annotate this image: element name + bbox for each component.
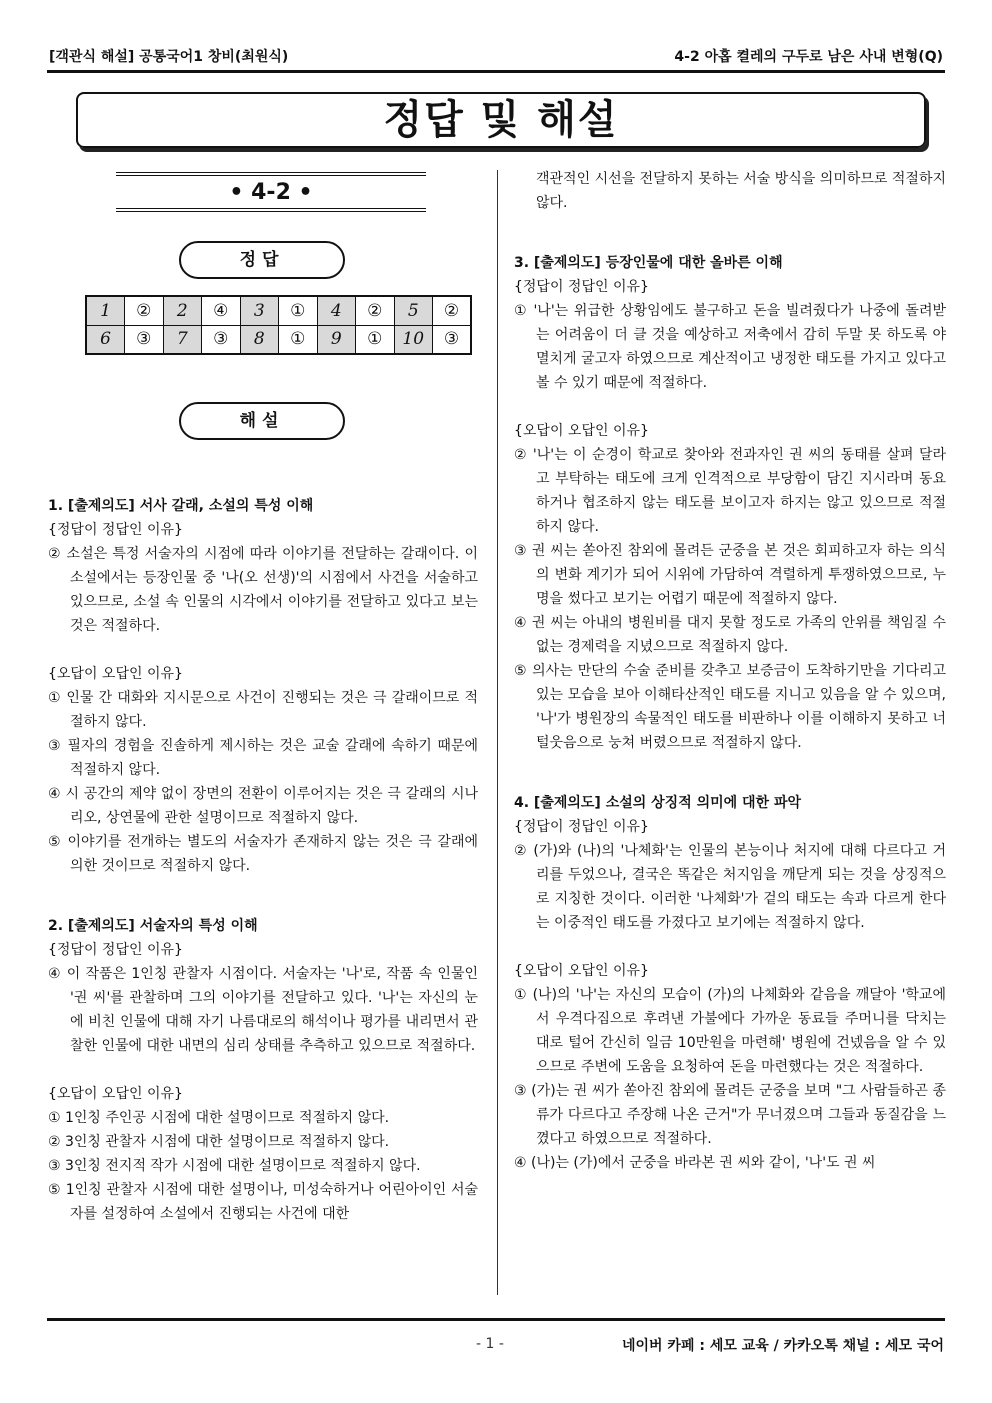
question-number: 10 <box>394 325 433 354</box>
q1-correct-explanation: ② 소설은 특정 서술자의 시점에 따라 이야기를 전달하는 갈래이다. 이 소설에서는 등장인물 중 '나(오 선생)'의 시점에서 사건을 서술하고 있으므로, 소설 속 인물의 시각에서 이야기를 전달하고 있다고 보는 것은 적절하다. <box>48 546 478 634</box>
question-number: 2 <box>163 296 202 325</box>
question-number: 6 <box>86 325 125 354</box>
q4-heading: 4. [출제의도] 소설의 상징적 의미에 대한 파악 <box>514 795 802 811</box>
q3-wrong-4: ⑤ 의사는 만단의 수술 준비를 갖추고 보증금이 도착하기만을 기다리고 있는 모습을 보아 이해타산적인 태도를 지니고 있음을 알 수 있으며, '나'가 병원장의 속물적인 태도를 비판하나 이를 이해하지 못하고 너털웃음으로 눙쳐 버렸으므로 적절하지 않다. <box>514 663 946 751</box>
q2-wrong-3: ③ 3인칭 전지적 작가 시점에 대한 설명이므로 적절하지 않다. <box>48 1158 421 1174</box>
question-number: 7 <box>163 325 202 354</box>
page-title: 정답 및 해설 <box>383 97 619 143</box>
answer-choice: ② <box>125 296 164 325</box>
page-header <box>47 42 945 70</box>
unit-rule-top <box>116 172 426 176</box>
q3-wrong-3: ④ 권 씨는 아내의 병원비를 대지 못할 정도로 가족의 안위를 책임질 수 없는 경제력을 지녔으므로 적절하지 않다. <box>514 615 946 655</box>
q1-wrong-1: ① 인물 간 대화와 지시문으로 사건이 진행되는 것은 극 갈래이므로 적절하지 않다. <box>48 690 478 730</box>
q4-wrong-1: ① (나)의 '나'는 자신의 모습이 (가)의 나체화와 같음을 깨달아 '학교에서 우격다짐으로 후려낸 가불에다 가까운 동료들 주머니를 닥치는 대로 털어 간신히 일금 10만원을 마련해' 병원에 건넸음을 알 수 있으므로 주변에 도움을 요청하여 돈을 마련했다는 것은 적절하다. <box>514 987 946 1075</box>
answer-table <box>85 295 472 355</box>
answer-section-label: 정답 <box>179 241 345 279</box>
q4-wrong-3: ④ (나)는 (가)에서 군중을 바라본 권 씨와 같이, '나'도 권 씨 <box>514 1155 876 1171</box>
q2-wrong-1: ① 1인칭 주인공 시점에 대한 설명이므로 적절하지 않다. <box>48 1110 390 1126</box>
right-column <box>514 167 946 1175</box>
answer-choice: ① <box>279 296 318 325</box>
explanation-section-label: 해설 <box>179 402 345 440</box>
q3-wrong-2: ③ 권 씨는 쏟아진 참외에 몰려든 군중을 본 것은 회피하고자 하는 의식의 변화 계기가 되어 시위에 가담하여 격렬하게 투쟁하였으므로, 누명을 썼다고 보기는 어렵기 때문에 적절하지 않다. <box>514 543 946 607</box>
question-number: 9 <box>317 325 356 354</box>
q4-correct-explanation: ② (가)와 (나)의 '나체화'는 인물의 본능이나 처지에 대해 다르다고 거리를 두었으나, 결국은 똑같은 처지임을 깨닫게 되는 것을 상징적으로 지칭한 것이다. 이러한 '나체화'가 겉의 태도는 속과 다르게 한다는 이중적인 태도를 가졌다고 보기에는 적절하지 않다. <box>514 843 946 931</box>
footer-divider <box>47 1318 945 1321</box>
page-number: - 1 - <box>476 1336 504 1352</box>
q1-wrong-4: ⑤ 이야기를 전개하는 별도의 서술자가 존재하지 않는 것은 극 갈래에 의한 것이므로 적절하지 않다. <box>48 834 478 874</box>
answer-choice: ③ <box>202 325 241 354</box>
q1-heading: 1. [출제의도] 서사 갈래, 소설의 특성 이해 <box>48 498 314 514</box>
q2-correct-explanation: ④ 이 작품은 1인칭 관찰자 시점이다. 서술자는 '나'로, 작품 속 인물인 '권 씨'를 관찰하며 그의 이야기를 전달하고 있다. '나'는 자신의 눈에 비친 인물에 대해 자기 나름대로의 해석이나 평가를 내리면서 관찰한 인물에 대한 내면의 심리 상태를 추측하고 있으므로 적절하다. <box>48 966 478 1054</box>
footer-contact: 네이버 카페 : 세모 교육 / 카카오톡 채널 : 세모 국어 <box>621 1338 944 1354</box>
title-box <box>76 92 926 148</box>
q2-wrong-4: ⑤ 1인칭 관찰자 시점에 대한 설명이나, 미성숙하거나 어린아이인 서술자를 설정하여 소설에서 진행되는 사건에 대한 <box>48 1182 478 1222</box>
unit-label <box>116 172 426 214</box>
answer-choice: ② <box>433 296 472 325</box>
question-number: 5 <box>394 296 433 325</box>
answer-row <box>86 325 471 354</box>
column-divider <box>497 170 498 1295</box>
q3-correct-explanation: ① '나'는 위급한 상황임에도 불구하고 돈을 빌려줬다가 나중에 돌려받는 어려움이 더 클 것을 예상하고 저축에서 감히 두말 못 하도록 야멸치게 굴고자 하였으므로 계산적이고 냉정한 태도를 가지고 있다고 볼 수 있기 때문에 적절하다. <box>514 303 946 391</box>
unit-number: • 4-2 • <box>229 180 313 205</box>
question-number: 8 <box>240 325 279 354</box>
q1-correct-label: {정답이 정답인 이유} <box>48 522 183 538</box>
q3-correct-label: {정답이 정답인 이유} <box>514 279 649 295</box>
q1-wrong-3: ④ 시 공간의 제약 없이 장면의 전환이 이루어지는 것은 극 갈래의 시나리오, 상연물에 관한 설명이므로 적절하지 않다. <box>48 786 478 826</box>
question-number: 4 <box>317 296 356 325</box>
answer-choice: ④ <box>202 296 241 325</box>
q4-correct-label: {정답이 정답인 이유} <box>514 819 649 835</box>
answer-row <box>86 296 471 325</box>
answer-choice: ① <box>356 325 395 354</box>
left-column <box>48 494 478 1226</box>
question-number: 1 <box>86 296 125 325</box>
q2-correct-label: {정답이 정답인 이유} <box>48 942 183 958</box>
answer-choice: ② <box>356 296 395 325</box>
unit-rule-bottom <box>116 208 426 212</box>
header-unit-title: 4-2 아홉 켤레의 구두로 남은 사내 변형(Q) <box>674 49 943 65</box>
answer-choice: ① <box>279 325 318 354</box>
q1-wrong-2: ③ 필자의 경험을 진솔하게 제시하는 것은 교술 갈래에 속하기 때문에 적절하지 않다. <box>48 738 478 778</box>
q2-continuation: 객관적인 시선을 전달하지 못하는 서술 방식을 의미하므로 적절하지 않다. <box>536 171 946 211</box>
header-divider <box>47 70 945 73</box>
question-number: 3 <box>240 296 279 325</box>
q2-wrong-label: {오답이 오답인 이유} <box>48 1086 183 1102</box>
q3-wrong-label: {오답이 오답인 이유} <box>514 423 649 439</box>
header-subject: [객관식 해설] 공통국어1 창비(최원식) <box>49 49 289 65</box>
answer-choice: ③ <box>125 325 164 354</box>
q2-wrong-2: ② 3인칭 관찰자 시점에 대한 설명이므로 적절하지 않다. <box>48 1134 390 1150</box>
q4-wrong-label: {오답이 오답인 이유} <box>514 963 649 979</box>
q1-wrong-label: {오답이 오답인 이유} <box>48 666 183 682</box>
q3-heading: 3. [출제의도] 등장인물에 대한 올바른 이해 <box>514 255 783 271</box>
answer-choice: ③ <box>433 325 472 354</box>
q3-wrong-1: ② '나'는 이 순경이 학교로 찾아와 전과자인 권 씨의 동태를 살펴 달라고 부탁하는 태도에 크게 인격적으로 부당함이 담긴 지시라며 동요하거나 협조하지 않는 태도를 보이고자 하지는 않고 있으므로 적절하지 않다. <box>514 447 946 535</box>
q4-wrong-2: ③ (가)는 권 씨가 쏟아진 참외에 몰려든 군중을 보며 "그 사람들하곤 종류가 다르다고 주장해 나온 근거"가 무너졌으며 그들과 동질감을 느꼈다고 하였으므로 적절하다. <box>514 1083 946 1147</box>
q2-heading: 2. [출제의도] 서술자의 특성 이해 <box>48 918 258 934</box>
